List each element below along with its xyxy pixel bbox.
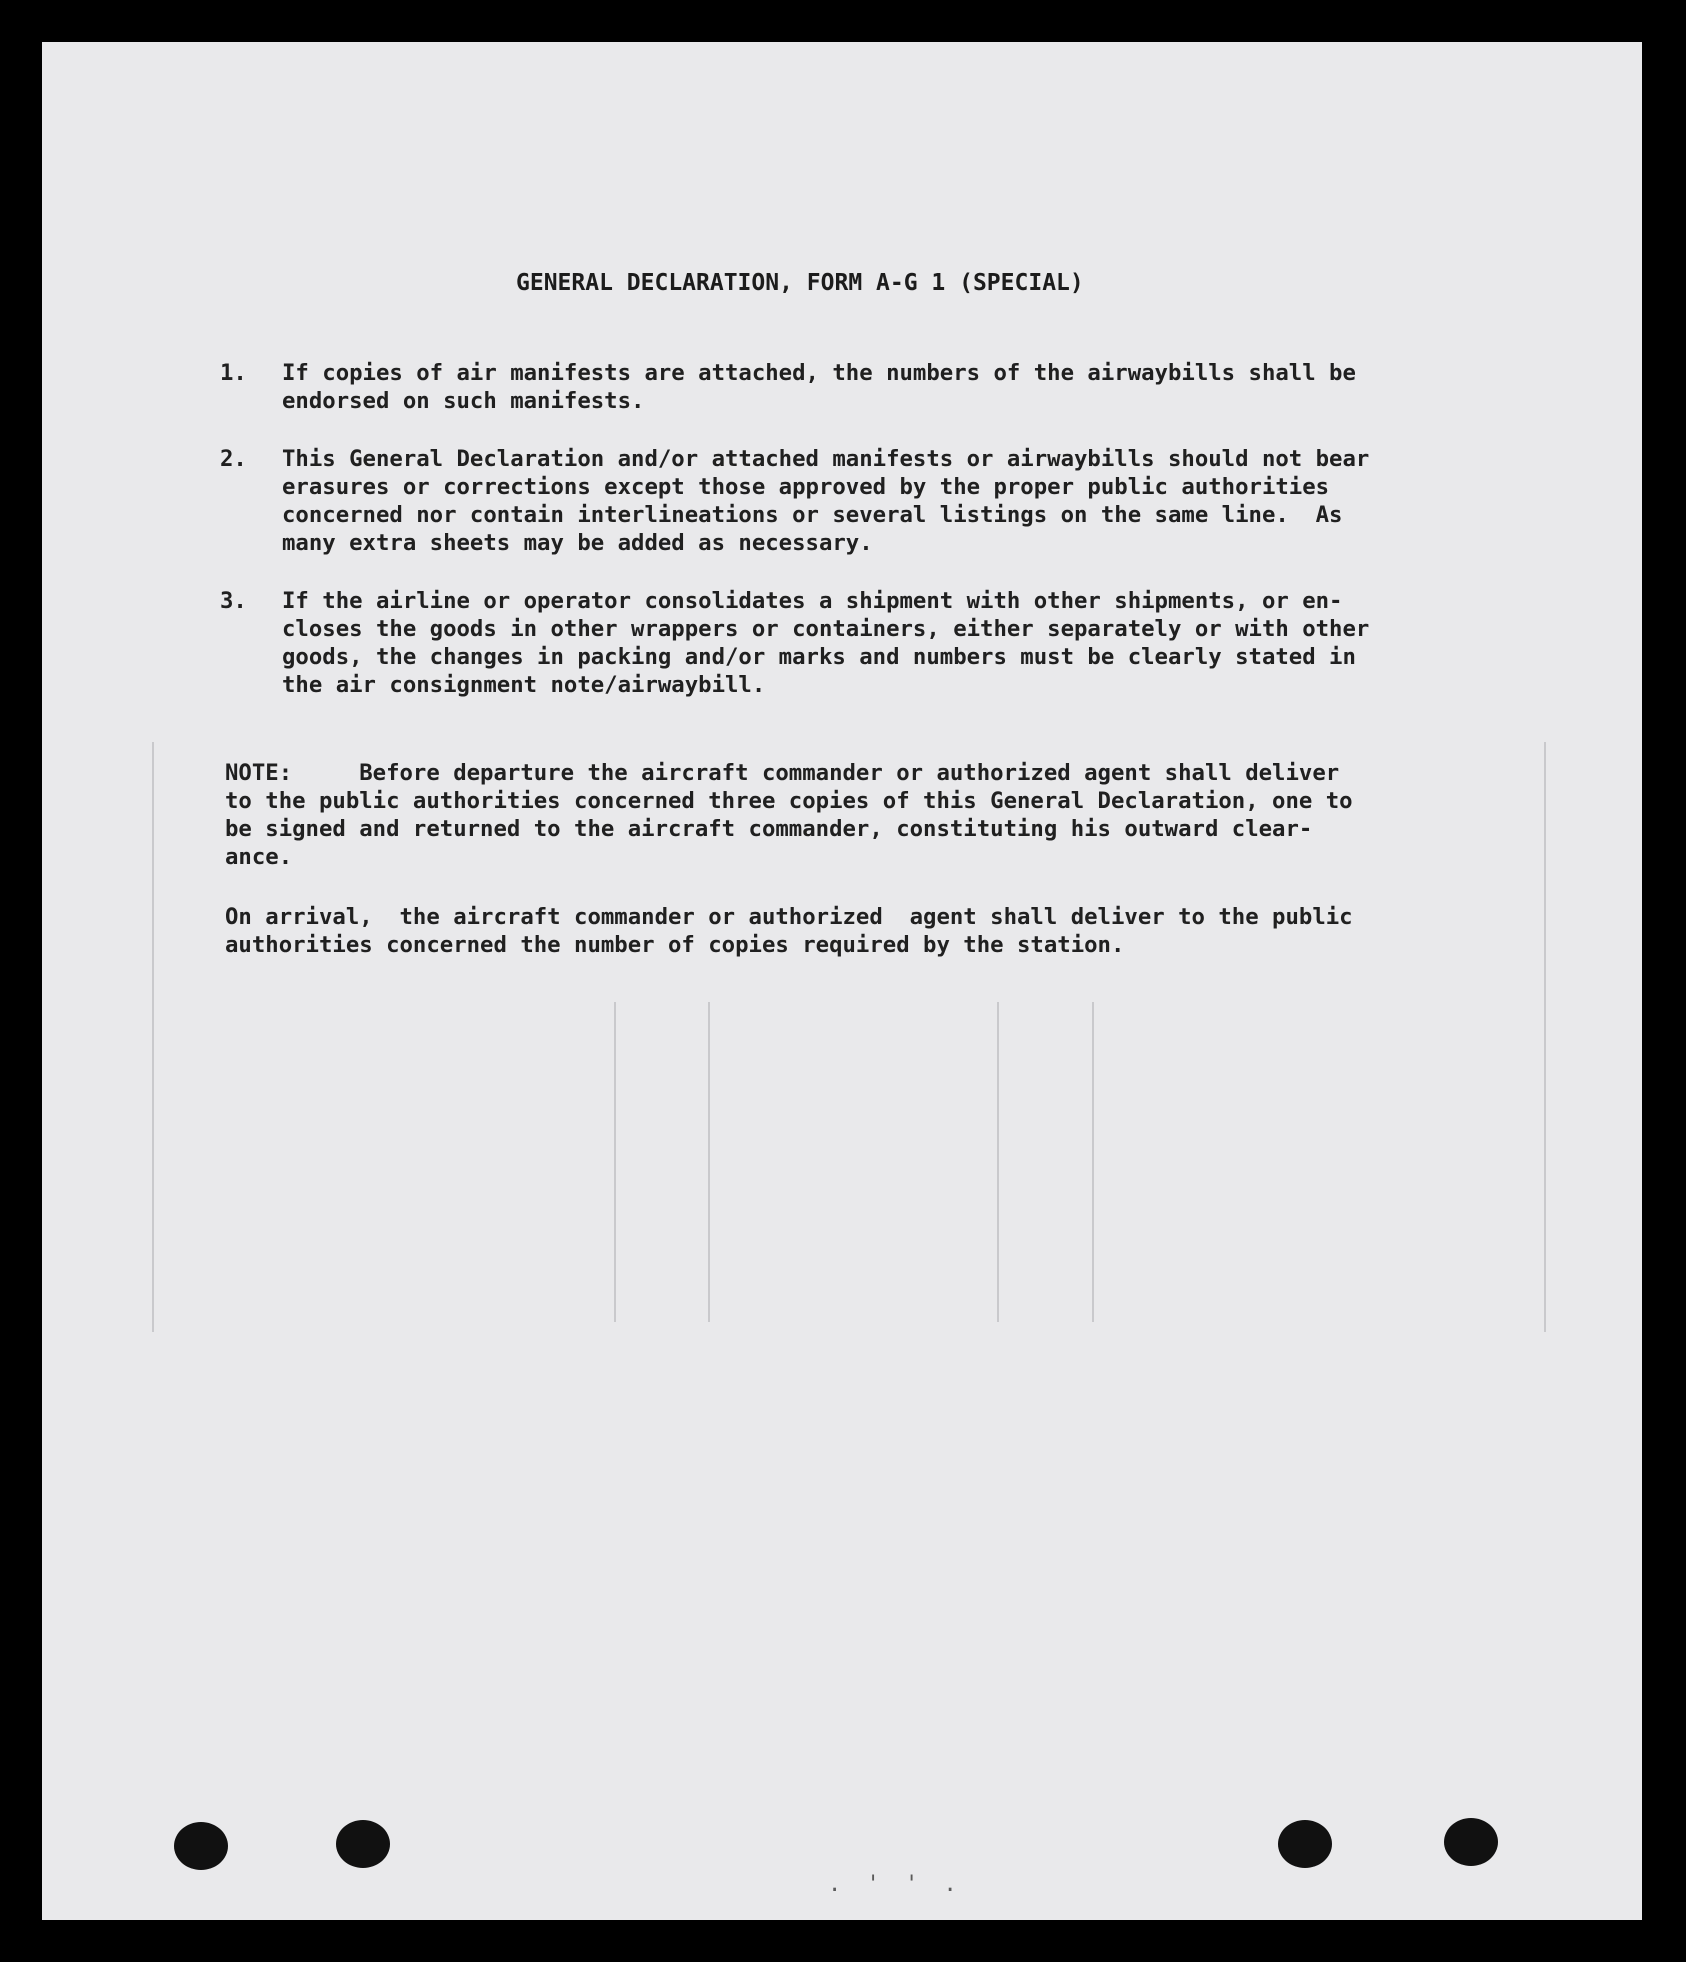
item-line: This General Declaration and/or attached manifests or airwaybills should not bear bbox=[282, 446, 1370, 472]
document-page bbox=[42, 42, 1642, 1920]
punch-hole-3 bbox=[1278, 1820, 1332, 1868]
bleed-frame-right bbox=[1544, 742, 1546, 1332]
item-line: many extra sheets may be added as necessary. bbox=[282, 530, 873, 556]
page-title: GENERAL DECLARATION, FORM A-G 1 (SPECIAL) bbox=[516, 270, 1084, 296]
note-line: On arrival, the aircraft commander or authorized agent shall deliver to the public bbox=[225, 904, 1353, 930]
note-line: NOTE: Before departure the aircraft commander or authorized agent shall deliver bbox=[225, 760, 1340, 786]
item-line: erasures or corrections except those approved by the proper public authorities bbox=[282, 474, 1330, 500]
note-line: to the public authorities concerned three copies of this General Declaration, one to bbox=[225, 788, 1353, 814]
bleed-frame-col-1 bbox=[614, 1002, 616, 1322]
punch-hole-1 bbox=[174, 1822, 228, 1870]
item-line: goods, the changes in packing and/or marks and numbers must be clearly stated in bbox=[282, 644, 1356, 670]
item-number: 1. bbox=[220, 360, 247, 386]
bleed-frame-col-2 bbox=[708, 1002, 710, 1322]
ink-speck-marks: . ' ' . bbox=[828, 1872, 963, 1897]
punch-hole-2 bbox=[336, 1820, 390, 1868]
note-line: ance. bbox=[225, 844, 293, 870]
item-line: endorsed on such manifests. bbox=[282, 388, 645, 414]
item-line: If copies of air manifests are attached, the numbers of the airwaybills shall be bbox=[282, 360, 1356, 386]
item-number: 2. bbox=[220, 446, 247, 472]
note-line: be signed and returned to the aircraft commander, constituting his outward clear- bbox=[225, 816, 1313, 842]
bleed-frame-left bbox=[152, 742, 154, 1332]
item-line: closes the goods in other wrappers or containers, either separately or with other bbox=[282, 616, 1370, 642]
item-line: concerned nor contain interlineations or several listings on the same line. As bbox=[282, 502, 1343, 528]
item-line: If the airline or operator consolidates a shipment with other shipments, or en- bbox=[282, 588, 1343, 614]
bleed-frame-col-4 bbox=[1092, 1002, 1094, 1322]
note-line: authorities concerned the number of copies required by the station. bbox=[225, 932, 1125, 958]
bleed-frame-col-3 bbox=[997, 1002, 999, 1322]
punch-hole-4 bbox=[1444, 1818, 1498, 1866]
item-line: the air consignment note/airwaybill. bbox=[282, 672, 766, 698]
item-number: 3. bbox=[220, 588, 247, 614]
